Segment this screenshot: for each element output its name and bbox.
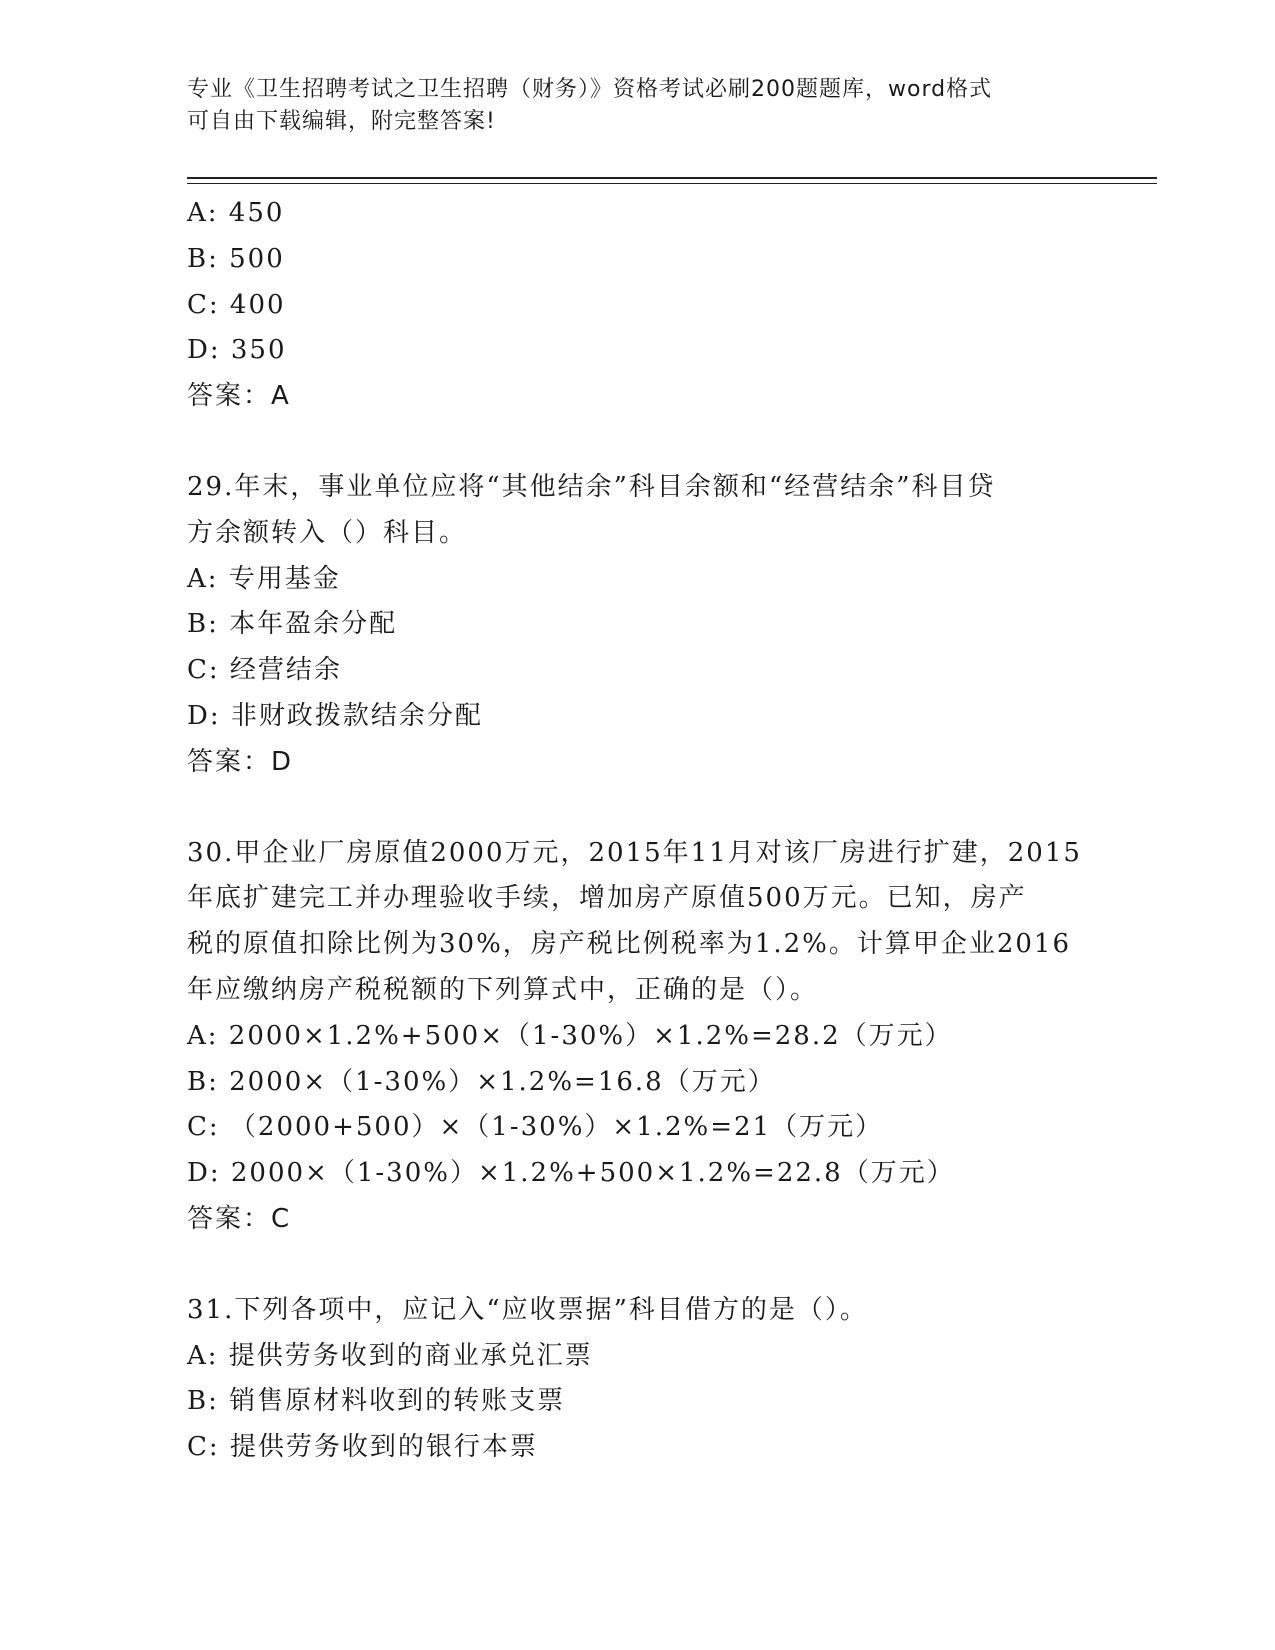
question-stem: 30.甲企业厂房原值2000万元，2015年11月对该厂房进行扩建，2015 xyxy=(187,837,1082,868)
option-b: B: 2000×（1-30%）×1.2%=16.8（万元） xyxy=(187,1066,776,1097)
question-stem: 税的原值扣除比例为30%，房产税比例税率为1.2%。计算甲企业2016 xyxy=(187,929,1072,960)
option-d: D: 非财政拨款结余分配 xyxy=(187,700,483,731)
spacer xyxy=(187,786,1087,831)
option-c: C: 经营结余 xyxy=(187,655,342,686)
option-a: A: 提供劳务收到的商业承兑汇票 xyxy=(187,1340,593,1371)
option-d: D: 2000×（1-30%）×1.2%+500×1.2%=22.8（万元） xyxy=(187,1158,955,1189)
spacer xyxy=(187,420,1087,465)
answer: 答案：D xyxy=(187,746,294,777)
question-29-block xyxy=(187,465,1087,786)
answer: 答案：C xyxy=(187,1203,292,1234)
question-31-block xyxy=(187,1288,1087,1471)
option-a: A: 2000×1.2%+500×（1-30%）×1.2%=28.2（万元） xyxy=(187,1020,953,1051)
option-a: A: 专用基金 xyxy=(187,563,341,594)
question-stem: 29.年末，事业单位应将“其他结余”科目余额和“经营结余”科目贷 xyxy=(187,471,996,502)
question-28-block xyxy=(187,191,1087,420)
document-header xyxy=(187,74,1087,138)
header-line-1: 专业《卫生招聘考试之卫生招聘（财务）》资格考试必刷200题题库，word格式 xyxy=(187,77,993,102)
spacer xyxy=(187,1243,1087,1288)
question-stem: 年应缴纳房产税税额的下列算式中，正确的是（）。 xyxy=(187,974,819,1005)
option-c: C: （2000+500）×（1-30%）×1.2%=21（万元） xyxy=(187,1112,884,1143)
option-b: B: 本年盈余分配 xyxy=(187,609,398,640)
answer: 答案：A xyxy=(187,381,291,412)
question-content xyxy=(187,191,1087,1471)
option-d: D: 350 xyxy=(187,335,287,366)
option-c: C: 400 xyxy=(187,289,286,320)
question-stem: 31.下列各项中，应记入“应收票据”科目借方的是（）。 xyxy=(187,1294,868,1325)
option-b: B: 500 xyxy=(187,243,285,274)
question-stem: 年底扩建完工并办理验收手续，增加房产原值500万元。已知，房产 xyxy=(187,883,1027,914)
header-line-2: 可自由下载编辑，附完整答案! xyxy=(187,109,496,134)
header-rule-thick xyxy=(187,177,1157,179)
option-c: C: 提供劳务收到的银行本票 xyxy=(187,1432,538,1463)
option-a: A: 450 xyxy=(187,198,285,228)
header-rule-thin xyxy=(187,183,1157,184)
question-30-block xyxy=(187,831,1087,1243)
question-stem: 方余额转入（）科目。 xyxy=(187,517,468,548)
option-b: B: 销售原材料收到的转账支票 xyxy=(187,1386,566,1417)
